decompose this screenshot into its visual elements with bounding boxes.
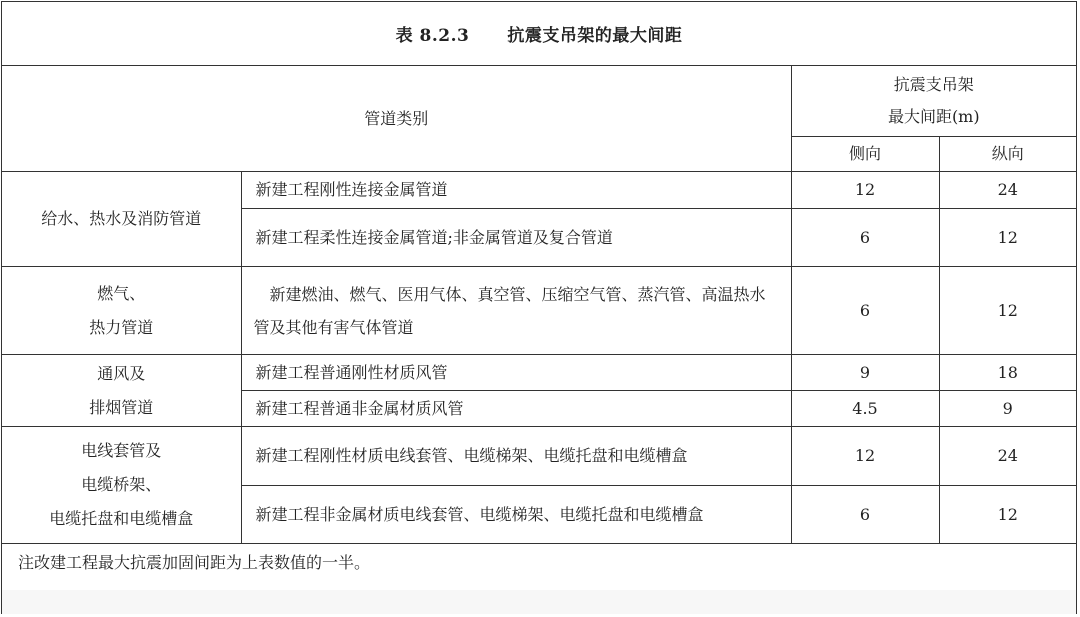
pipe-desc-text: 新建燃油、燃气、医用气体、真空管、压缩空气管、蒸汽管、高温热水管及其他有害气体管道 bbox=[253, 284, 766, 337]
header-spacing-line2: 最大间距(m) bbox=[887, 107, 980, 126]
lateral-value: 6 bbox=[791, 267, 939, 355]
longitudinal-value: 12 bbox=[939, 267, 1076, 355]
longitudinal-value: 9 bbox=[939, 391, 1076, 427]
lateral-value: 12 bbox=[791, 172, 939, 209]
longitudinal-value: 24 bbox=[939, 427, 1076, 486]
group-name-line: 电缆托盘和电缆槽盒 bbox=[49, 509, 194, 528]
pipe-desc: 新建工程非金属材质电线套管、电缆梯架、电缆托盘和电缆槽盒 bbox=[241, 486, 791, 544]
lateral-value: 12 bbox=[791, 427, 939, 486]
header-lateral: 侧向 bbox=[791, 137, 939, 172]
lateral-value: 4.5 bbox=[791, 391, 939, 427]
lateral-value: 9 bbox=[791, 355, 939, 391]
pipe-desc: 新建工程普通刚性材质风管 bbox=[241, 355, 791, 391]
pipe-desc: 新建工程柔性连接金属管道;非金属管道及复合管道 bbox=[241, 209, 791, 267]
header-spacing-line1: 抗震支吊架 bbox=[893, 75, 974, 94]
group-name-line: 热力管道 bbox=[89, 317, 154, 337]
group-name-line: 通风及 bbox=[97, 363, 146, 383]
group-name bbox=[2, 355, 241, 427]
header-category: 管道类别 bbox=[2, 66, 791, 172]
header-row bbox=[2, 66, 1076, 137]
header-longitudinal: 纵向 bbox=[939, 137, 1076, 172]
group-name-line: 电线套管及 bbox=[81, 441, 162, 460]
header-spacing bbox=[791, 66, 1076, 137]
table-note: 注改建工程最大抗震加固间距为上表数值的一半。 bbox=[18, 553, 371, 572]
group-name bbox=[2, 427, 241, 544]
table-row bbox=[2, 172, 1076, 209]
table-title-text: 抗震支吊架的最大间距 bbox=[507, 26, 683, 46]
longitudinal-value: 18 bbox=[939, 355, 1076, 391]
table-number: 表 8.2.3 bbox=[395, 26, 470, 46]
lateral-value: 6 bbox=[791, 486, 939, 544]
table-title bbox=[2, 2, 1076, 66]
longitudinal-value: 12 bbox=[939, 486, 1076, 544]
group-name-line: 电缆桥架、 bbox=[81, 475, 162, 494]
lateral-value: 6 bbox=[791, 209, 939, 267]
longitudinal-value: 24 bbox=[939, 172, 1076, 209]
table-frame bbox=[1, 1, 1077, 614]
table-row bbox=[2, 427, 1076, 486]
group-name-line: 给水、热水及消防管道 bbox=[41, 209, 202, 228]
table-row bbox=[2, 267, 1076, 355]
footer-shade bbox=[2, 590, 1076, 614]
group-name-line: 燃气、 bbox=[97, 283, 146, 303]
longitudinal-value: 12 bbox=[939, 209, 1076, 267]
table-row bbox=[2, 355, 1076, 391]
pipe-desc: 新建工程刚性材质电线套管、电缆梯架、电缆托盘和电缆槽盒 bbox=[241, 427, 791, 486]
group-name bbox=[2, 172, 241, 267]
pipe-desc: 新建工程刚性连接金属管道 bbox=[241, 172, 791, 209]
group-name bbox=[2, 267, 241, 355]
pipe-desc bbox=[241, 267, 791, 355]
pipe-desc: 新建工程普通非金属材质风管 bbox=[241, 391, 791, 427]
group-name-line: 排烟管道 bbox=[89, 397, 154, 417]
spacing-table bbox=[2, 65, 1076, 544]
